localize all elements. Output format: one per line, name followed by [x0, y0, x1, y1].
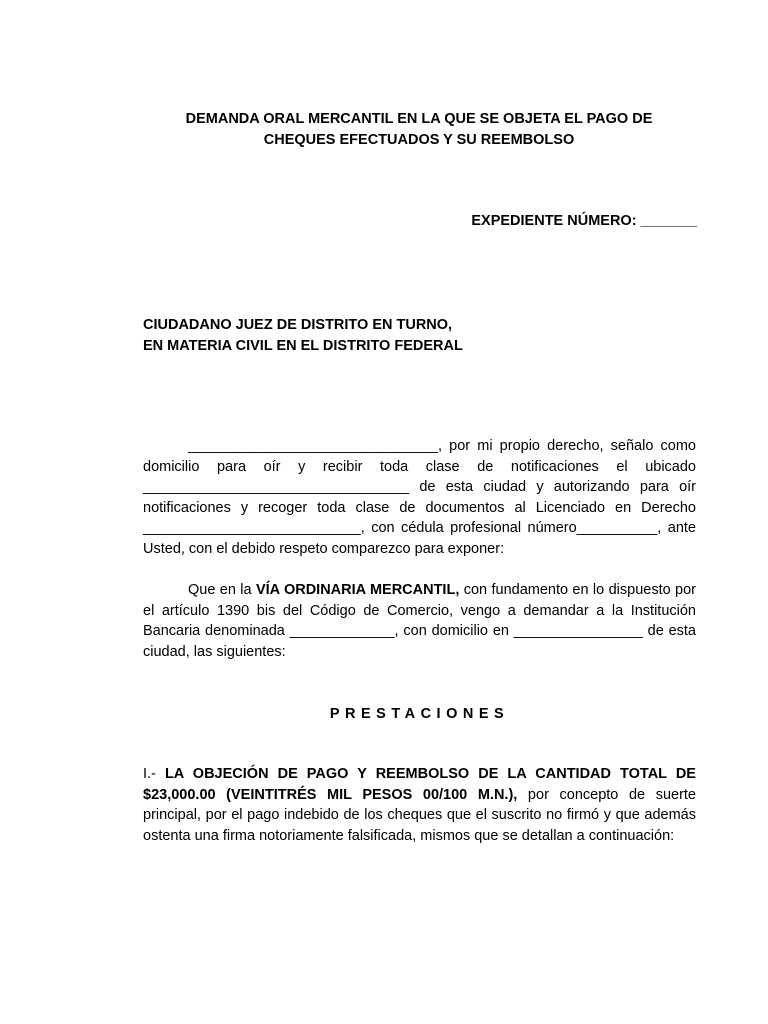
addressee-block — [143, 315, 463, 357]
paragraph-demand-suffix: con fundamento en lo dispuesto por el artículo 1390 bis del Código de Comercio, vengo a demandar a la Institución Bancaria denominada _____________, con domicilio en ________________ de esta ciudad, las siguientes: — [143, 582, 696, 660]
document-title — [100, 109, 738, 151]
title-line-2: CHEQUES EFECTUADOS Y SU REEMBOLSO — [263, 132, 575, 148]
prestacion-item-1 — [143, 764, 696, 846]
addressee-line-1: CIUDADANO JUEZ DE DISTRITO EN TURNO, — [143, 317, 453, 333]
prestacion-item-text: por concepto de suerte principal, por el pago indebido de los cheques que el suscrito no firmó y que además ostenta una firma notoriamente falsificada, mismos que se detallan a continuación: — [143, 786, 696, 844]
paragraph-demand-prefix: Que en la — [188, 582, 256, 598]
paragraph-demand — [143, 580, 696, 662]
addressee-line-2: EN MATERIA CIVIL EN EL DISTRITO FEDERAL — [143, 338, 463, 354]
section-title-prestaciones: PRESTACIONES — [329, 706, 510, 722]
title-line-1: DEMANDA ORAL MERCANTIL EN LA QUE SE OBJETA EL PAGO DE — [185, 111, 653, 127]
paragraph-introduction: _______________________________, por mi propio derecho, señalo como domicilio para oír y recibir toda clase de notificaciones el ubicado _________________________________ de esta ciudad y autorizando para oír notificaciones y recoger toda clase de documentos al Licenciado en Derecho ___________________________, con cédula profesional número__________, ante Usted, con el debido respeto comparezco para exponer: — [143, 438, 696, 557]
expediente-number: EXPEDIENTE NÚMERO: _______ — [471, 213, 697, 229]
prestacion-item-bold: LA OBJECIÓN DE PAGO Y REEMBOLSO DE LA CANTIDAD TOTAL DE $23,000.00 (VEINTITRÉS MIL PESOS 00/100 M.N.), — [143, 766, 696, 803]
prestacion-item-number: I.- — [143, 766, 165, 782]
paragraph-demand-bold: VÍA ORDINARIA MERCANTIL, — [255, 582, 460, 598]
